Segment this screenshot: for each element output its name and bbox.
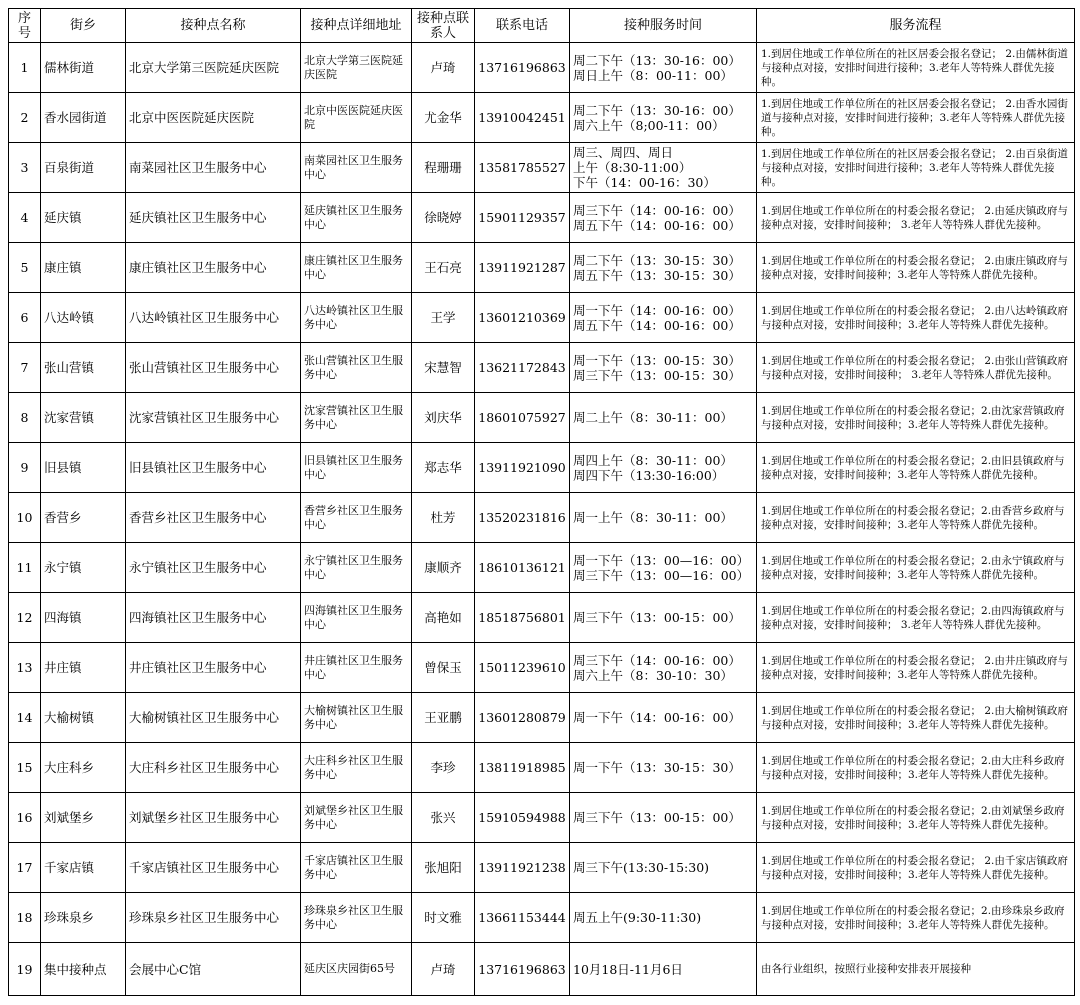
cell-no: 7 xyxy=(9,343,41,393)
table-row xyxy=(9,943,1075,996)
cell-service-flow: 1.到居住地或工作单位所在的村委会报名登记； 2.由八达岭镇政府与接种点对接，安排时间接种；3.老年人等特殊人群优先接种。 xyxy=(757,293,1075,343)
cell-town: 永宁镇 xyxy=(41,543,126,593)
service-time-line: 周三下午（13：00—16：00） xyxy=(573,567,750,583)
cell-no: 17 xyxy=(9,843,41,893)
cell-phone: 13910042451 xyxy=(475,93,570,143)
service-time-line: 周二下午（13：30-15：30） xyxy=(573,252,741,268)
service-time-line: 周四下午（13:30-16:00） xyxy=(573,467,725,483)
cell-site-name: 张山营镇社区卫生服务中心 xyxy=(126,343,301,393)
cell-service-flow: 1.到居住地或工作单位所在的村委会报名登记；2.由旧县镇政府与接种点对接，安排时间接种；3.老年人等特殊人群优先接种。 xyxy=(757,443,1075,493)
cell-address: 永宁镇社区卫生服务中心 xyxy=(301,543,412,593)
service-time-line: 周一下午（13：30-15：30） xyxy=(573,760,741,775)
cell-phone: 13581785527 xyxy=(475,143,570,193)
cell-phone: 13716196863 xyxy=(475,943,570,996)
cell-contact: 王学 xyxy=(412,293,475,343)
cell-address: 北京中医医院延庆医院 xyxy=(301,93,412,143)
cell-no: 4 xyxy=(9,193,41,243)
header-no: 序号 xyxy=(9,9,41,43)
cell-address: 珍珠泉乡社区卫生服务中心 xyxy=(301,893,412,943)
cell-town: 儒林街道 xyxy=(41,43,126,93)
cell-service-flow: 1.到居住地或工作单位所在的村委会报名登记； 2.由延庆镇政府与接种点对接，安排时间接种； 3.老年人等特殊人群优先接种。 xyxy=(757,193,1075,243)
cell-town: 康庄镇 xyxy=(41,243,126,293)
table-row xyxy=(9,443,1075,493)
cell-no: 6 xyxy=(9,293,41,343)
cell-contact: 徐晓婷 xyxy=(412,193,475,243)
service-time-line: 周三下午（13：00-15：30） xyxy=(573,367,741,383)
cell-service-time xyxy=(570,843,757,893)
cell-phone: 13911921238 xyxy=(475,843,570,893)
table-row xyxy=(9,793,1075,843)
cell-site-name: 井庄镇社区卫生服务中心 xyxy=(126,643,301,693)
cell-phone: 13911921090 xyxy=(475,443,570,493)
table-row xyxy=(9,393,1075,443)
cell-service-flow: 1.到居住地或工作单位所在的村委会报名登记；2.由珍珠泉乡政府与接种点对接，安排时间接种；3.老年人等特殊人群优先接种。 xyxy=(757,893,1075,943)
header-service-flow: 服务流程 xyxy=(757,9,1075,43)
cell-contact: 杜芳 xyxy=(412,493,475,543)
cell-site-name: 四海镇社区卫生服务中心 xyxy=(126,593,301,643)
cell-site-name: 延庆镇社区卫生服务中心 xyxy=(126,193,301,243)
cell-address: 延庆镇社区卫生服务中心 xyxy=(301,193,412,243)
service-time-line: 周三下午（14：00-16：00） xyxy=(573,652,741,668)
cell-site-name: 会展中心C馆 xyxy=(126,943,301,996)
cell-service-time xyxy=(570,143,757,193)
cell-no: 11 xyxy=(9,543,41,593)
cell-contact: 张旭阳 xyxy=(412,843,475,893)
cell-address: 大榆树镇社区卫生服务中心 xyxy=(301,693,412,743)
cell-contact: 时文雅 xyxy=(412,893,475,943)
cell-service-flow: 1.到居住地或工作单位所在的社区居委会报名登记； 2.由百泉街道与接种点对接，安排时间进行接种；3.老年人等特殊人群优先接种。 xyxy=(757,143,1075,193)
table-row xyxy=(9,143,1075,193)
cell-contact: 高艳如 xyxy=(412,593,475,643)
cell-service-time xyxy=(570,193,757,243)
cell-service-flow: 1.到居住地或工作单位所在的村委会报名登记； 2.由大榆树镇政府与接种点对接，安排时间接种；3.老年人等特殊人群优先接种。 xyxy=(757,693,1075,743)
table-row xyxy=(9,343,1075,393)
cell-no: 1 xyxy=(9,43,41,93)
cell-address: 南菜园社区卫生服务中心 xyxy=(301,143,412,193)
cell-address: 四海镇社区卫生服务中心 xyxy=(301,593,412,643)
cell-site-name: 珍珠泉乡社区卫生服务中心 xyxy=(126,893,301,943)
cell-service-flow: 1.到居住地或工作单位所在的村委会报名登记； 2.由康庄镇政府与接种点对接，安排时间接种；3.老年人等特殊人群优先接种。 xyxy=(757,243,1075,293)
cell-phone: 13621172843 xyxy=(475,343,570,393)
cell-phone: 18518756801 xyxy=(475,593,570,643)
cell-site-name: 北京大学第三医院延庆医院 xyxy=(126,43,301,93)
cell-address: 千家店镇社区卫生服务中心 xyxy=(301,843,412,893)
table-row xyxy=(9,893,1075,943)
cell-phone: 15011239610 xyxy=(475,643,570,693)
cell-contact: 曾保玉 xyxy=(412,643,475,693)
cell-address: 井庄镇社区卫生服务中心 xyxy=(301,643,412,693)
cell-service-flow: 1.到居住地或工作单位所在的村委会报名登记；2.由四海镇政府与接种点对接，安排时间接种； 3.老年人等特殊人群优先接种。 xyxy=(757,593,1075,643)
table-row xyxy=(9,43,1075,93)
table-row xyxy=(9,693,1075,743)
cell-address: 张山营镇社区卫生服务中心 xyxy=(301,343,412,393)
service-time-line: 下午（14：00-16：30） xyxy=(573,175,716,190)
cell-site-name: 沈家营镇社区卫生服务中心 xyxy=(126,393,301,443)
service-time-line: 周三下午（14：00-16：00） xyxy=(573,202,741,218)
cell-contact: 郑志华 xyxy=(412,443,475,493)
cell-site-name: 康庄镇社区卫生服务中心 xyxy=(126,243,301,293)
cell-service-time xyxy=(570,243,757,293)
header-town: 街乡 xyxy=(41,9,126,43)
cell-service-time xyxy=(570,343,757,393)
cell-town: 百泉街道 xyxy=(41,143,126,193)
cell-service-time xyxy=(570,643,757,693)
cell-address: 八达岭镇社区卫生服务中心 xyxy=(301,293,412,343)
cell-town: 井庄镇 xyxy=(41,643,126,693)
cell-contact: 宋慧智 xyxy=(412,343,475,393)
service-time-line: 周三下午（13：00-15：00） xyxy=(573,810,741,825)
table-row xyxy=(9,593,1075,643)
service-time-line: 10月18日-11月6日 xyxy=(573,961,683,977)
cell-no: 10 xyxy=(9,493,41,543)
service-time-line: 周一下午（14：00-16：00） xyxy=(573,710,741,725)
vaccination-sites-sheet xyxy=(8,8,1074,996)
cell-contact: 王亚鹏 xyxy=(412,693,475,743)
cell-service-flow: 1.到居住地或工作单位所在的村委会报名登记；2.由刘斌堡乡政府与接种点对接，安排时间接种；3.老年人等特殊人群优先接种。 xyxy=(757,793,1075,843)
table-row xyxy=(9,843,1075,893)
cell-town: 香营乡 xyxy=(41,493,126,543)
service-time-line: 周一上午（8：30-11：00） xyxy=(573,510,733,525)
cell-town: 延庆镇 xyxy=(41,193,126,243)
cell-address: 延庆区庆园街65号 xyxy=(301,943,412,996)
cell-service-flow: 1.到居住地或工作单位所在的村委会报名登记；2.由沈家营镇政府与接种点对接，安排时间接种；3.老年人等特殊人群优先接种。 xyxy=(757,393,1075,443)
service-time-line: 周二下午（13：30-16：00） xyxy=(573,102,741,118)
cell-contact: 张兴 xyxy=(412,793,475,843)
cell-no: 13 xyxy=(9,643,41,693)
cell-contact: 尤金华 xyxy=(412,93,475,143)
cell-service-time xyxy=(570,543,757,593)
cell-town: 沈家营镇 xyxy=(41,393,126,443)
table-row xyxy=(9,643,1075,693)
cell-service-time xyxy=(570,593,757,643)
cell-contact: 王石亮 xyxy=(412,243,475,293)
cell-town: 香水园街道 xyxy=(41,93,126,143)
cell-no: 19 xyxy=(9,943,41,996)
cell-no: 18 xyxy=(9,893,41,943)
cell-no: 8 xyxy=(9,393,41,443)
service-time-line: 周五下午（14：00-16：00） xyxy=(573,317,741,333)
cell-service-flow: 由各行业组织，按照行业接种安排表开展接种 xyxy=(757,943,1075,996)
cell-phone: 18601075927 xyxy=(475,393,570,443)
service-time-line: 周三、周四、周日 xyxy=(573,145,674,160)
cell-phone: 13520231816 xyxy=(475,493,570,543)
cell-address: 旧县镇社区卫生服务中心 xyxy=(301,443,412,493)
cell-town: 大庄科乡 xyxy=(41,743,126,793)
cell-address: 刘斌堡乡社区卫生服务中心 xyxy=(301,793,412,843)
cell-site-name: 永宁镇社区卫生服务中心 xyxy=(126,543,301,593)
cell-service-flow: 1.到居住地或工作单位所在的村委会报名登记； 2.由张山营镇政府与接种点对接，安排时间接种； 3.老年人等特殊人群优先接种。 xyxy=(757,343,1075,393)
header-row xyxy=(9,9,1075,43)
cell-address: 大庄科乡社区卫生服务中心 xyxy=(301,743,412,793)
table-row xyxy=(9,193,1075,243)
cell-contact: 卢琦 xyxy=(412,43,475,93)
cell-phone: 15901129357 xyxy=(475,193,570,243)
table-row xyxy=(9,543,1075,593)
cell-address: 康庄镇社区卫生服务中心 xyxy=(301,243,412,293)
cell-contact: 刘庆华 xyxy=(412,393,475,443)
header-contact: 接种点联系人 xyxy=(412,9,475,43)
cell-phone: 13911921287 xyxy=(475,243,570,293)
table-row xyxy=(9,743,1075,793)
cell-service-time xyxy=(570,443,757,493)
cell-town: 张山营镇 xyxy=(41,343,126,393)
cell-service-time xyxy=(570,93,757,143)
cell-phone: 13661153444 xyxy=(475,893,570,943)
cell-phone: 15910594988 xyxy=(475,793,570,843)
cell-town: 千家店镇 xyxy=(41,843,126,893)
cell-no: 14 xyxy=(9,693,41,743)
cell-town: 集中接种点 xyxy=(41,943,126,996)
cell-town: 八达岭镇 xyxy=(41,293,126,343)
cell-no: 9 xyxy=(9,443,41,493)
cell-contact: 程珊珊 xyxy=(412,143,475,193)
cell-address: 沈家营镇社区卫生服务中心 xyxy=(301,393,412,443)
cell-service-flow: 1.到居住地或工作单位所在的村委会报名登记；2.由大庄科乡政府与接种点对接，安排时间接种；3.老年人等特殊人群优先接种。 xyxy=(757,743,1075,793)
cell-town: 大榆树镇 xyxy=(41,693,126,743)
cell-service-time xyxy=(570,693,757,743)
service-time-line: 周日上午（8：00-11：00） xyxy=(573,67,733,83)
cell-service-time xyxy=(570,793,757,843)
cell-site-name: 大榆树镇社区卫生服务中心 xyxy=(126,693,301,743)
cell-phone: 18610136121 xyxy=(475,543,570,593)
service-time-line: 周三下午（13：00-15：00） xyxy=(573,610,741,625)
table-row xyxy=(9,93,1075,143)
service-time-line: 周五下午（14：00-16：00） xyxy=(573,217,741,233)
cell-service-time xyxy=(570,943,757,996)
cell-contact: 李珍 xyxy=(412,743,475,793)
cell-phone: 13811918985 xyxy=(475,743,570,793)
table-body xyxy=(9,43,1075,996)
cell-site-name: 南菜园社区卫生服务中心 xyxy=(126,143,301,193)
cell-site-name: 大庄科乡社区卫生服务中心 xyxy=(126,743,301,793)
cell-service-flow: 1.到居住地或工作单位所在的社区居委会报名登记； 2.由儒林街道与接种点对接，安排时间进行接种；3.老年人等特殊人群优先接种。 xyxy=(757,43,1075,93)
cell-town: 刘斌堡乡 xyxy=(41,793,126,843)
cell-address: 香营乡社区卫生服务中心 xyxy=(301,493,412,543)
cell-service-flow: 1.到居住地或工作单位所在的村委会报名登记；2.由香营乡政府与接种点对接，安排时间接种；3.老年人等特殊人群优先接种。 xyxy=(757,493,1075,543)
cell-town: 四海镇 xyxy=(41,593,126,643)
cell-town: 珍珠泉乡 xyxy=(41,893,126,943)
cell-phone: 13601280879 xyxy=(475,693,570,743)
vaccination-sites-table xyxy=(8,8,1075,996)
cell-no: 3 xyxy=(9,143,41,193)
service-time-line: 上午（8:30-11:00） xyxy=(573,160,692,175)
cell-site-name: 旧县镇社区卫生服务中心 xyxy=(126,443,301,493)
cell-service-flow: 1.到居住地或工作单位所在的村委会报名登记； 2.由井庄镇政府与接种点对接，安排时间接种；3.老年人等特殊人群优先接种。 xyxy=(757,643,1075,693)
cell-service-time xyxy=(570,293,757,343)
cell-site-name: 香营乡社区卫生服务中心 xyxy=(126,493,301,543)
service-time-line: 周六上午（8;00-11：00） xyxy=(573,117,725,133)
table-row xyxy=(9,293,1075,343)
service-time-line: 周三下午(13:30-15:30) xyxy=(573,860,710,875)
service-time-line: 周六上午（8：30-10：30） xyxy=(573,667,733,683)
cell-service-flow: 1.到居住地或工作单位所在的社区居委会报名登记； 2.由香水园街道与接种点对接，安排时间进行接种；3.老年人等特殊人群优先接种。 xyxy=(757,93,1075,143)
cell-no: 15 xyxy=(9,743,41,793)
cell-service-time xyxy=(570,393,757,443)
cell-service-time xyxy=(570,893,757,943)
cell-site-name: 刘斌堡乡社区卫生服务中心 xyxy=(126,793,301,843)
service-time-line: 周一下午（14：00-16：00） xyxy=(573,302,741,318)
service-time-line: 周五上午(9:30-11:30) xyxy=(573,910,702,925)
cell-contact: 卢琦 xyxy=(412,943,475,996)
cell-address: 北京大学第三医院延庆医院 xyxy=(301,43,412,93)
cell-site-name: 八达岭镇社区卫生服务中心 xyxy=(126,293,301,343)
cell-town: 旧县镇 xyxy=(41,443,126,493)
cell-service-flow: 1.到居住地或工作单位所在的村委会报名登记；2.由永宁镇政府与接种点对接，安排时间接种；3.老年人等特殊人群优先接种。 xyxy=(757,543,1075,593)
cell-service-time xyxy=(570,743,757,793)
table-row xyxy=(9,493,1075,543)
service-time-line: 周一下午（13：00-15：30） xyxy=(573,352,741,368)
cell-site-name: 北京中医医院延庆医院 xyxy=(126,93,301,143)
cell-no: 16 xyxy=(9,793,41,843)
cell-contact: 康顺齐 xyxy=(412,543,475,593)
header-address: 接种点详细地址 xyxy=(301,9,412,43)
cell-service-time xyxy=(570,43,757,93)
table-row xyxy=(9,243,1075,293)
header-service-time: 接种服务时间 xyxy=(570,9,757,43)
service-time-line: 周四上午（8：30-11：00） xyxy=(573,452,733,468)
cell-phone: 13716196863 xyxy=(475,43,570,93)
cell-no: 2 xyxy=(9,93,41,143)
service-time-line: 周一下午（13：00—16：00） xyxy=(573,552,750,568)
cell-service-flow: 1.到居住地或工作单位所在的村委会报名登记； 2.由千家店镇政府与接种点对接，安排时间接种；3.老年人等特殊人群优先接种。 xyxy=(757,843,1075,893)
cell-site-name: 千家店镇社区卫生服务中心 xyxy=(126,843,301,893)
service-time-line: 周二下午（13：30-16：00） xyxy=(573,52,741,68)
cell-no: 12 xyxy=(9,593,41,643)
cell-service-time xyxy=(570,493,757,543)
cell-phone: 13601210369 xyxy=(475,293,570,343)
header-site: 接种点名称 xyxy=(126,9,301,43)
service-time-line: 周二上午（8：30-11：00） xyxy=(573,410,733,425)
service-time-line: 周五下午（13：30-15：30） xyxy=(573,267,741,283)
cell-no: 5 xyxy=(9,243,41,293)
header-phone: 联系电话 xyxy=(475,9,570,43)
